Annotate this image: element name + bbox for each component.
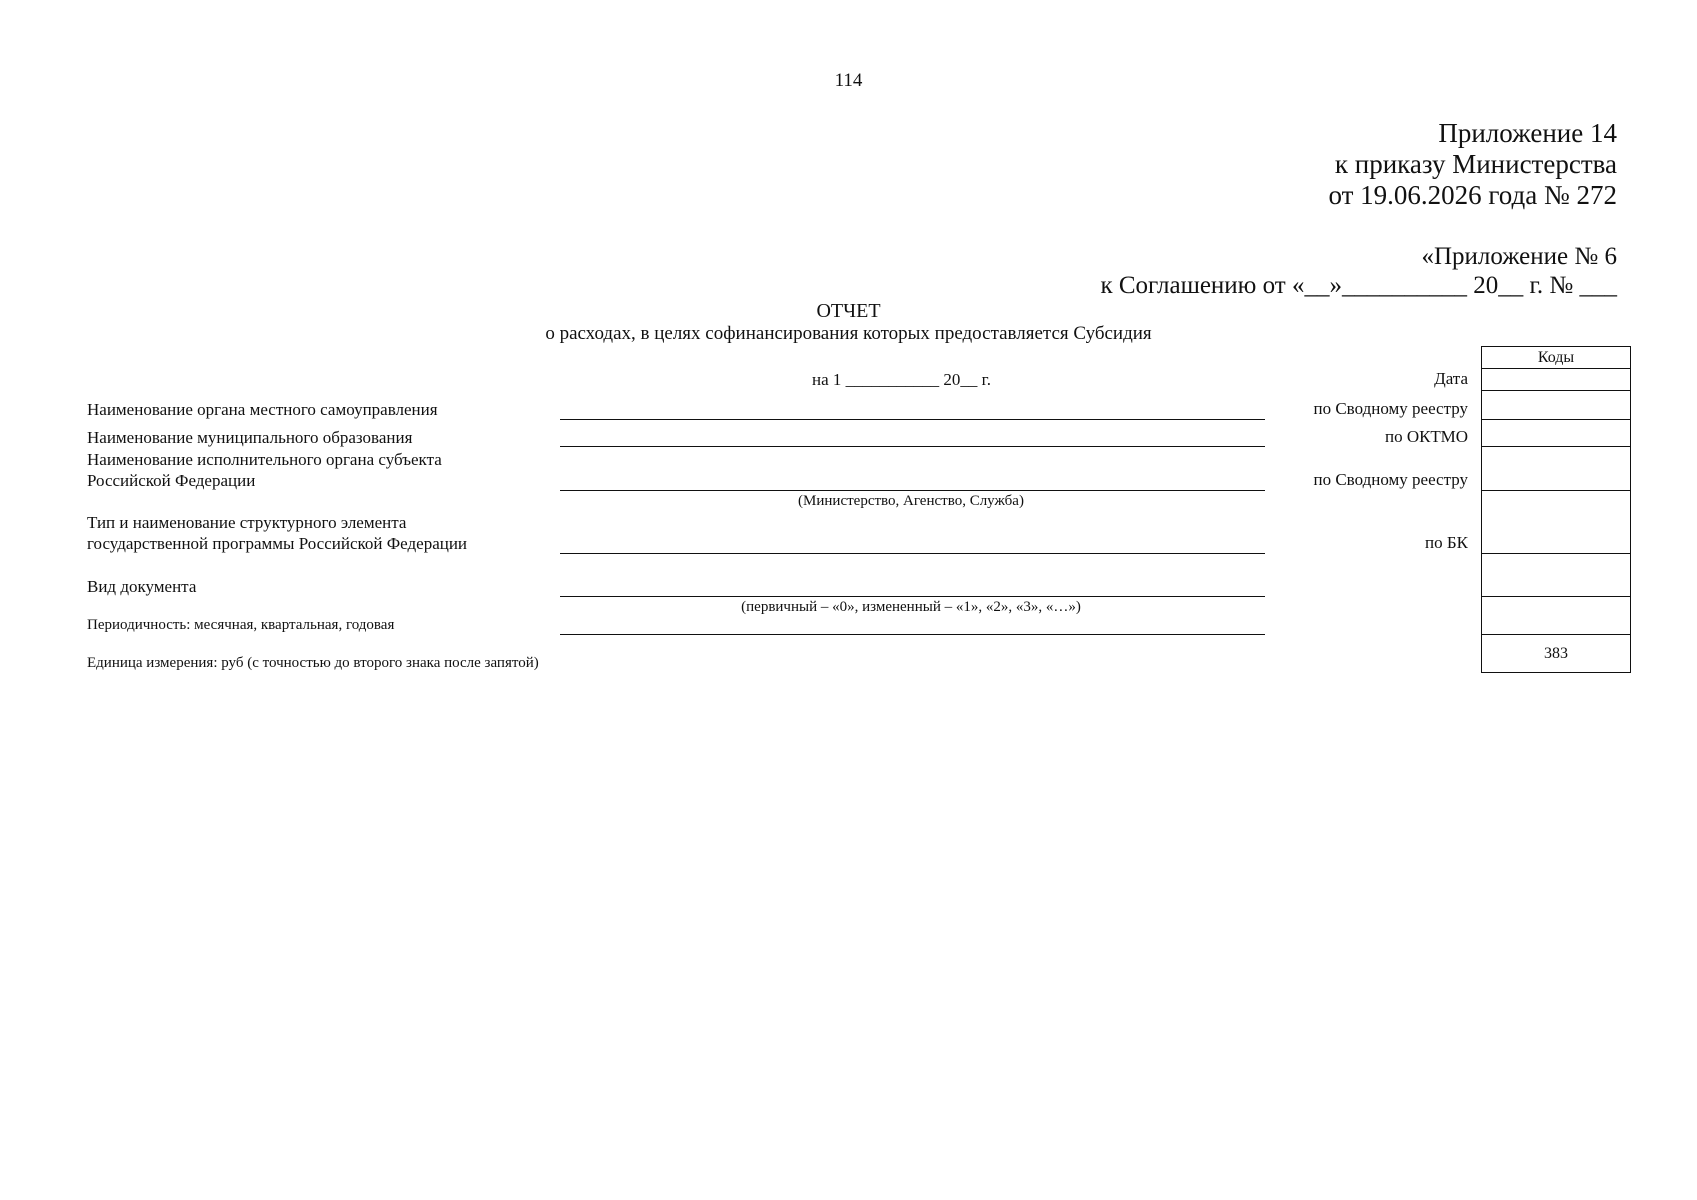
report-date-line: на 1 ___________ 20__ г. (812, 370, 991, 389)
oktmo-code-label: по ОКТМО (1384, 427, 1468, 446)
date-code-label: Дата (1434, 369, 1468, 388)
program-label-line2: государственной программы Российской Федерации (87, 534, 468, 553)
agreement-header (1100, 242, 1617, 300)
exec-body-field-line[interactable] (560, 490, 1265, 491)
codes-header: Коды (1482, 347, 1631, 369)
code-bk-cell[interactable] (1482, 491, 1631, 554)
code-periodicity-cell[interactable] (1482, 597, 1631, 635)
municipality-label: Наименование муниципального образования (87, 428, 413, 447)
local-gov-label: Наименование органа местного самоуправления (87, 400, 438, 419)
doc-type-label: Вид документа (87, 577, 197, 596)
bk-code-label: по БК (1425, 533, 1468, 552)
exec-body-label-line2: Российской Федерации (87, 471, 256, 490)
code-doc-type-cell[interactable] (1482, 554, 1631, 597)
program-field-line[interactable] (560, 553, 1265, 554)
doc-type-field-line[interactable] (560, 596, 1265, 597)
agreement-ref: к Соглашению от «__»__________ 20__ г. № ___ (1100, 272, 1617, 299)
code-registry-cell[interactable] (1482, 391, 1631, 420)
appendix-title: Приложение 14 (1438, 118, 1617, 148)
code-registry2-cell[interactable] (1482, 447, 1631, 491)
codes-table (1481, 346, 1631, 673)
code-unit-cell: 383 (1482, 635, 1631, 673)
registry2-code-label: по Сводному реестру (1313, 470, 1468, 489)
agreement-appendix-title: «Приложение № 6 (1421, 243, 1617, 270)
exec-body-label-line1: Наименование исполнительного органа субъекта (87, 450, 442, 469)
unit-label: Единица измерения: руб (с точностью до второго знака после запятой) (87, 655, 539, 671)
exec-body-hint: (Министерство, Агенство, Служба) (798, 493, 1024, 509)
appendix-order-ref: к приказу Министерства (1334, 149, 1617, 179)
code-oktmo-cell[interactable] (1482, 420, 1631, 447)
code-date-cell[interactable] (1482, 369, 1631, 391)
periodicity-label: Периодичность: месячная, квартальная, годовая (87, 617, 395, 633)
report-title: ОТЧЕТ (816, 300, 881, 322)
municipality-field-line[interactable] (560, 446, 1265, 447)
appendix-header (1328, 118, 1617, 211)
page-number: 114 (834, 70, 863, 91)
registry-code-label: по Сводному реестру (1313, 399, 1468, 418)
doc-type-hint: (первичный – «0», измененный – «1», «2», «3», «…») (741, 599, 1081, 615)
periodicity-field-line[interactable] (560, 634, 1265, 635)
local-gov-field-line[interactable] (560, 419, 1265, 420)
report-subtitle: о расходах, в целях софинансирования которых предоставляется Субсидия (545, 323, 1152, 344)
program-label-line1: Тип и наименование структурного элемента (87, 513, 407, 532)
appendix-order-date: от 19.06.2026 года № 272 (1328, 180, 1617, 210)
